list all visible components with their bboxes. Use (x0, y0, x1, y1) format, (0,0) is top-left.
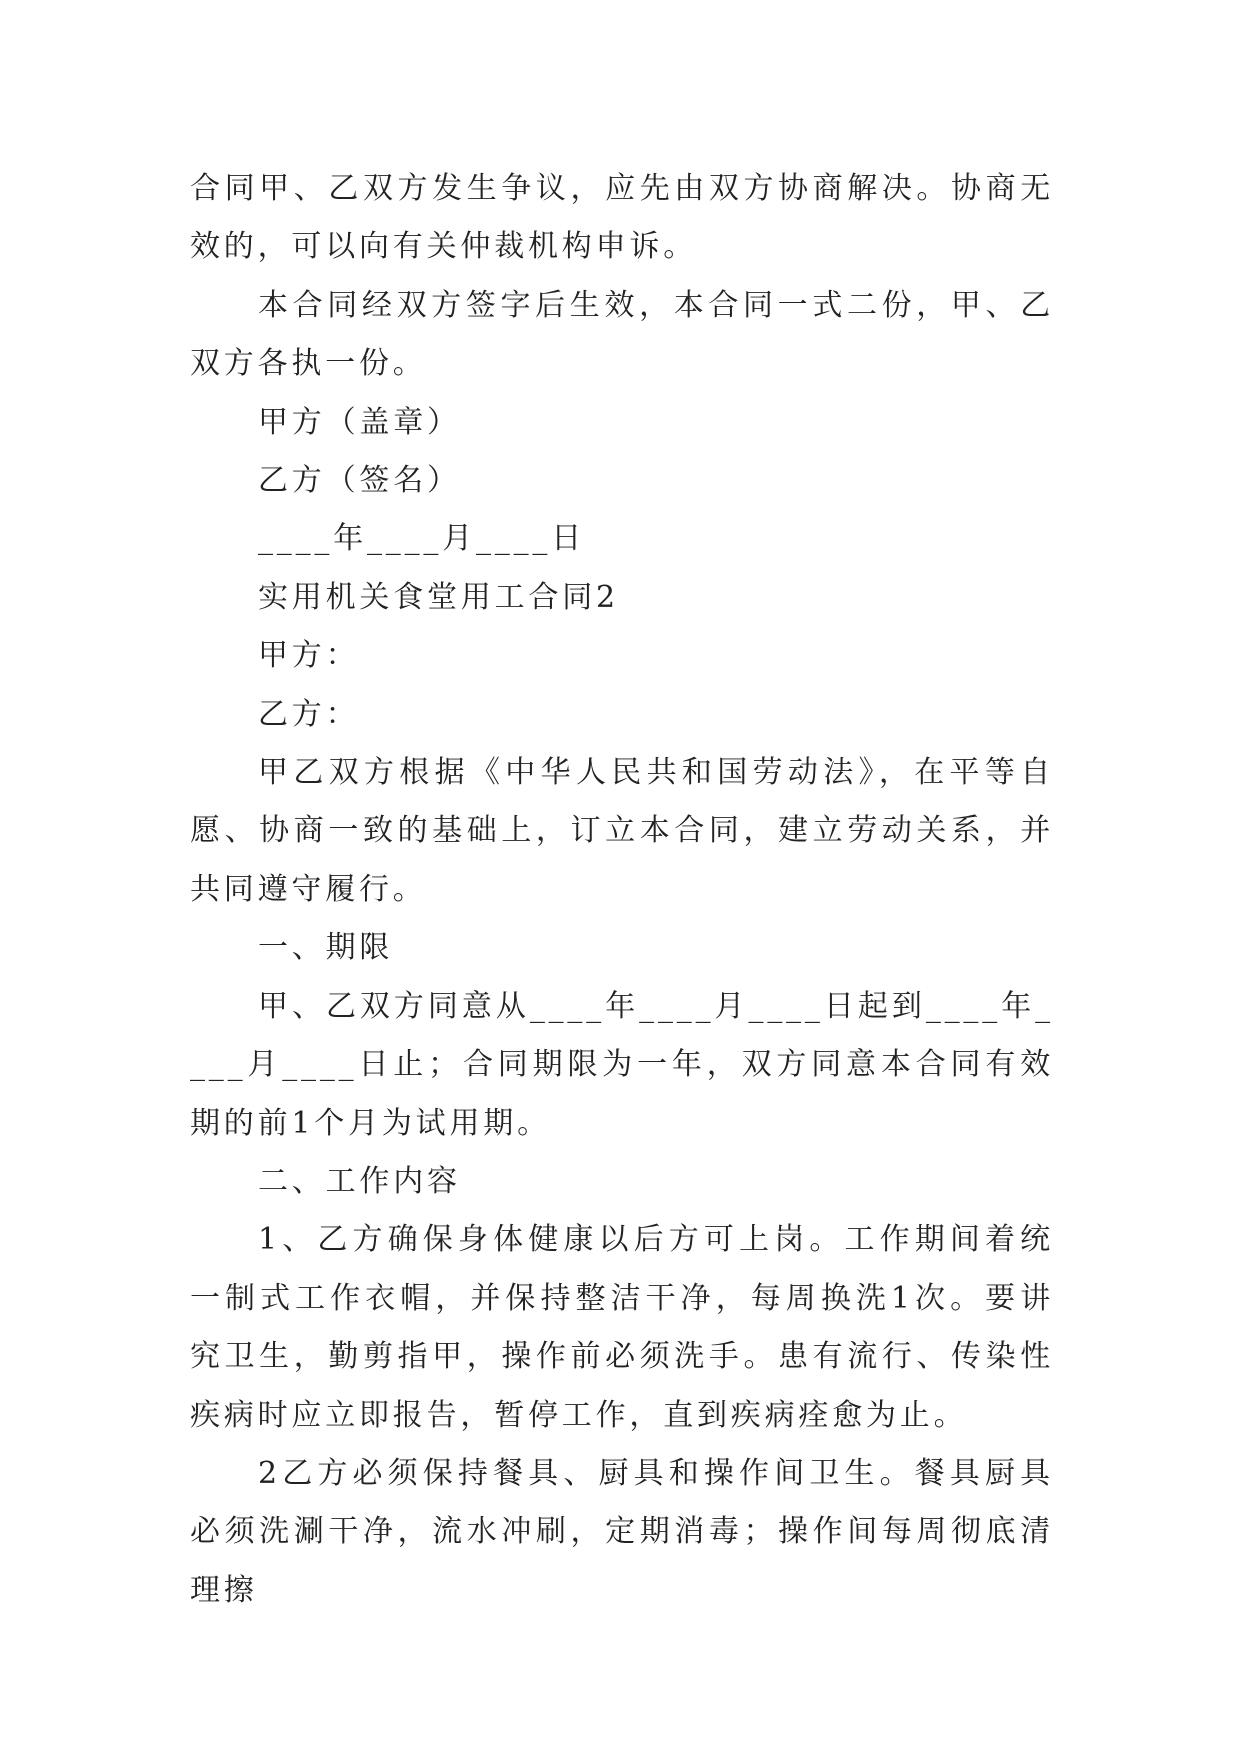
party-a-label: 甲方： (258, 638, 360, 674)
contract-title: 实用机关食堂用工合同2 (258, 579, 619, 615)
paragraph-effective: 本合同经双方签字后生效，本合同一式二份，甲、乙双方各执一份。 (190, 287, 1054, 382)
section-heading-work: 二、工作内容 (258, 1163, 461, 1199)
paragraph-term: 甲、乙双方同意从____年____月____日起到____年____月____日止；合同期限为一年，双方同意本合同有效期的前1个月为试用期。 (190, 988, 1054, 1141)
paragraph-preamble: 甲乙双方根据《中华人民共和国劳动法》，在平等自愿、协商一致的基础上，订立本合同，建立劳动关系，并共同遵守履行。 (190, 755, 1054, 907)
date-line: ____年____月____日 (258, 521, 585, 557)
document-page (190, 160, 1054, 1620)
party-b-signature: 乙方（签名） (258, 463, 461, 499)
paragraph-dispute: 合同甲、乙双方发生争议，应先由双方协商解决。协商无效的，可以向有关仲裁机构申诉。 (190, 171, 1054, 265)
party-a-seal: 甲方（盖章） (258, 404, 461, 440)
section-heading-term: 一、期限 (258, 930, 394, 966)
party-b-label: 乙方： (258, 696, 360, 732)
paragraph-work-1: 1、乙方确保身体健康以后方可上岗。工作期间着统一制式工作衣帽，并保持整洁干净，每周换洗1次。要讲究卫生，勤剪指甲，操作前必须洗手。患有流行、传染性疾病时应立即报告，暂停工作，直到疾病痊愈为止。 (190, 1222, 1054, 1433)
paragraph-work-2: 2乙方必须保持餐具、厨具和操作间卫生。餐具厨具必须洗涮干净，流水冲刷，定期消毒；操作间每周彻底清理擦 (190, 1455, 1054, 1608)
